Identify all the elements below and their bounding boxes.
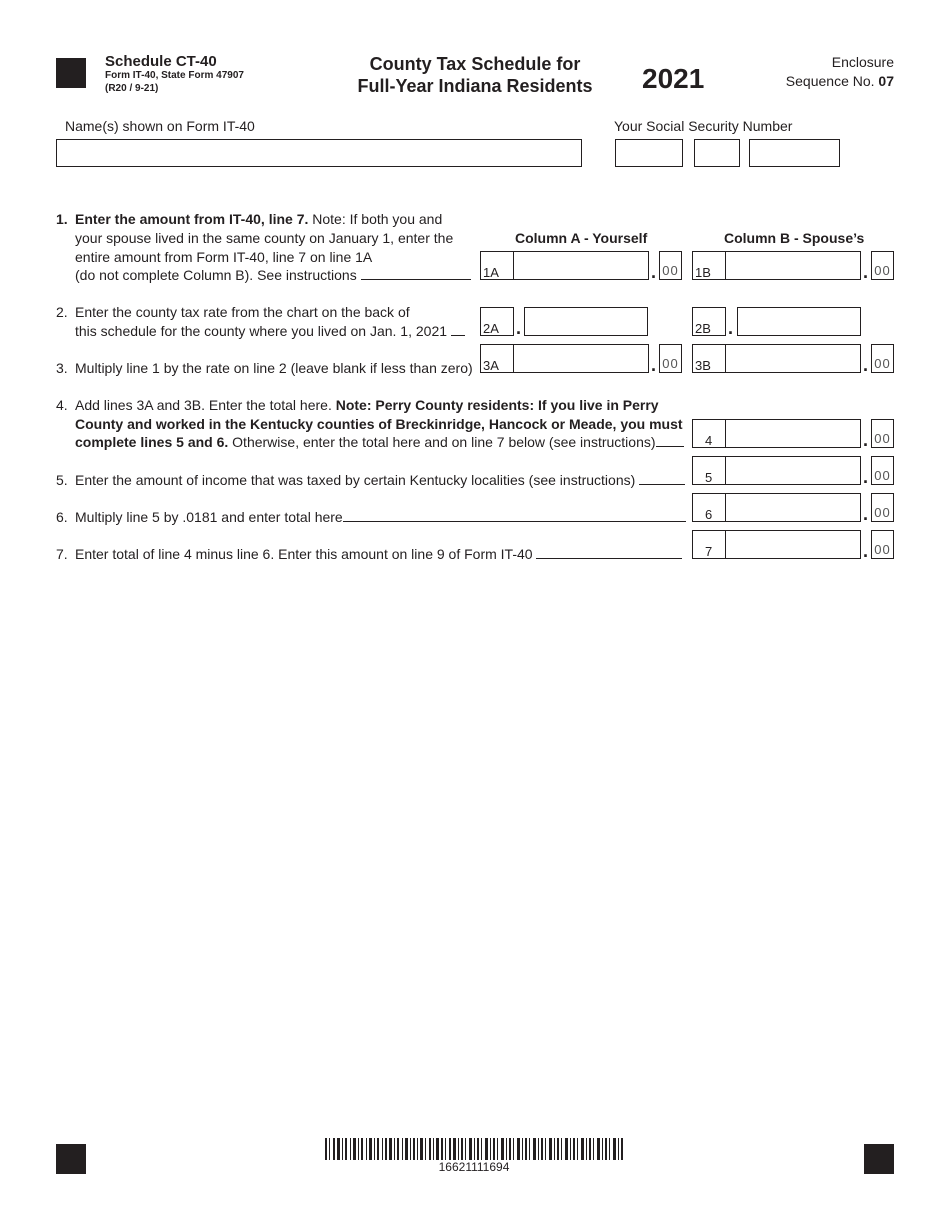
line3-number: 3. <box>56 360 68 376</box>
line3a-divider <box>513 344 514 373</box>
line2b-field[interactable] <box>737 307 861 336</box>
line2-number: 2. <box>56 304 68 320</box>
line1-text-c: entire amount from Form IT-40, line 7 on line 1A <box>75 249 373 265</box>
line4-leader <box>656 434 684 447</box>
sequence-number: 07 <box>878 73 894 89</box>
line1b-decimal: . <box>863 262 869 282</box>
line7-divider <box>725 530 726 559</box>
barcode-bars <box>325 1138 623 1160</box>
schedule-title: Schedule CT-40 <box>105 53 217 70</box>
sequence-label: Sequence No. <box>785 73 875 89</box>
line1-leader <box>361 267 471 280</box>
ssn-input-part2[interactable] <box>694 139 740 167</box>
line1-bold: Enter the amount from IT-40, line 7. <box>75 211 309 227</box>
line7-number: 7. <box>56 546 68 562</box>
line2b-decimal: . <box>728 318 734 338</box>
form-title-line2: Full-Year Indiana Residents <box>357 76 593 96</box>
line2-text-b-label: this schedule for the county where you lived on Jan. 1, 2021 <box>75 323 448 339</box>
line4-text-b: County and worked in the Kentucky counties of Breckinridge, Hancock or Meade, you must <box>75 416 683 432</box>
column-a-header: Column A - Yourself <box>515 230 648 246</box>
enclosure-label: Enclosure <box>831 54 894 70</box>
line6-number: 6. <box>56 509 68 525</box>
line4-text-c <box>75 433 684 451</box>
line1b-code: 1B <box>695 265 711 280</box>
enclosure-sequence <box>786 53 894 91</box>
form-title-line1: County Tax Schedule for <box>369 54 581 74</box>
line1-note: Note: If both you and <box>308 211 443 227</box>
line1a-field[interactable] <box>480 251 649 280</box>
line1a-code: 1A <box>483 265 499 280</box>
barcode-number: 16621111694 <box>438 1160 510 1174</box>
line2b-code: 2B <box>695 321 711 336</box>
column-b-header: Column B - Spouse’s <box>724 230 865 246</box>
line6-text-label: Multiply line 5 by .0181 and enter total here <box>75 509 343 525</box>
line3b-code: 3B <box>695 358 711 373</box>
line2b-code-box <box>692 307 726 336</box>
line4-text-c-plain: Otherwise, enter the total here and on line 7 below (see instructions) <box>228 434 656 450</box>
line3b-divider <box>725 344 726 373</box>
sequence-line <box>786 72 894 91</box>
line7-text-label: Enter total of line 4 minus line 6. Enter this amount on line 9 of Form IT-40 <box>75 546 533 562</box>
line5-field[interactable] <box>692 456 861 485</box>
line3a-cents: 00 <box>659 344 682 373</box>
line4-text-a-plain: Add lines 3A and 3B. Enter the total here. <box>75 397 336 413</box>
line1b-divider <box>725 251 726 280</box>
line5-number: 5. <box>56 472 68 488</box>
line2a-code-box <box>480 307 514 336</box>
line1-num: 1. <box>56 211 68 227</box>
form-title <box>340 53 610 97</box>
line5-text-label: Enter the amount of income that was taxed by certain Kentucky localities (see instructions) <box>75 472 636 488</box>
revision-date: (R20 / 9-21) <box>105 83 159 94</box>
line2a-code: 2A <box>483 321 499 336</box>
line6-decimal: . <box>863 504 869 524</box>
registration-mark-top-left <box>56 58 86 88</box>
line5-cents: 00 <box>871 456 894 485</box>
line4-text-a-bold: Note: Perry County residents: If you live in Perry <box>335 397 659 413</box>
line2-leader <box>451 323 465 336</box>
line1-text-a <box>75 210 442 228</box>
ssn-input-part3[interactable] <box>749 139 840 167</box>
line1-text-d <box>75 266 471 284</box>
line1a-divider <box>513 251 514 280</box>
line2-text-a: Enter the county tax rate from the chart on the back of <box>75 304 410 320</box>
line6-field[interactable] <box>692 493 861 522</box>
line1a-decimal: . <box>651 262 657 282</box>
line5-decimal: . <box>863 467 869 487</box>
line4-field[interactable] <box>692 419 861 448</box>
line6-code: 6 <box>705 507 713 522</box>
line7-cents: 00 <box>871 530 894 559</box>
line4-code: 4 <box>705 433 713 448</box>
line1-number <box>56 210 68 228</box>
line1a-cents: 00 <box>659 251 682 280</box>
tax-year: 2021 <box>642 63 705 94</box>
line3b-decimal: . <box>863 355 869 375</box>
line4-number: 4. <box>56 397 68 413</box>
line4-decimal: . <box>863 430 869 450</box>
line3a-code: 3A <box>483 358 499 373</box>
line1-text-d-label: (do not complete Column B). See instructions <box>75 267 357 283</box>
line3b-field[interactable] <box>692 344 861 373</box>
line5-code: 5 <box>705 470 713 485</box>
line7-code: 7 <box>705 544 713 559</box>
line1b-cents: 00 <box>871 251 894 280</box>
registration-mark-bottom-left <box>56 1144 86 1174</box>
line7-field[interactable] <box>692 530 861 559</box>
line1-text-b: your spouse lived in the same county on January 1, enter the <box>75 230 454 246</box>
line4-divider <box>725 419 726 448</box>
ssn-label: Your Social Security Number <box>614 118 793 134</box>
line3b-cents: 00 <box>871 344 894 373</box>
line2a-field[interactable] <box>524 307 648 336</box>
line7-leader <box>536 546 682 559</box>
name-label: Name(s) shown on Form IT-40 <box>65 118 255 134</box>
form-identifier: Form IT-40, State Form 47907 <box>105 70 244 81</box>
line7-decimal: . <box>863 541 869 561</box>
line4-text-c-bold: complete lines 5 and 6. <box>75 434 229 450</box>
registration-mark-bottom-right <box>864 1144 894 1174</box>
line5-leader <box>639 472 685 485</box>
line2a-decimal: . <box>516 318 522 338</box>
line6-cents: 00 <box>871 493 894 522</box>
ssn-input-part1[interactable] <box>615 139 683 167</box>
line6-text <box>75 508 686 526</box>
line3a-field[interactable] <box>480 344 649 373</box>
line2-text-b <box>75 322 465 340</box>
line5-text <box>75 471 685 489</box>
line1b-field[interactable] <box>692 251 861 280</box>
line6-leader <box>343 509 686 522</box>
barcode-image <box>325 1138 623 1160</box>
line5-divider <box>725 456 726 485</box>
line7-text <box>75 545 682 563</box>
line6-divider <box>725 493 726 522</box>
name-input[interactable] <box>56 139 582 167</box>
line4-text-a <box>75 396 659 414</box>
line4-cents: 00 <box>871 419 894 448</box>
line3a-decimal: . <box>651 355 657 375</box>
line3-text: Multiply line 1 by the rate on line 2 (leave blank if less than zero) <box>75 360 473 376</box>
